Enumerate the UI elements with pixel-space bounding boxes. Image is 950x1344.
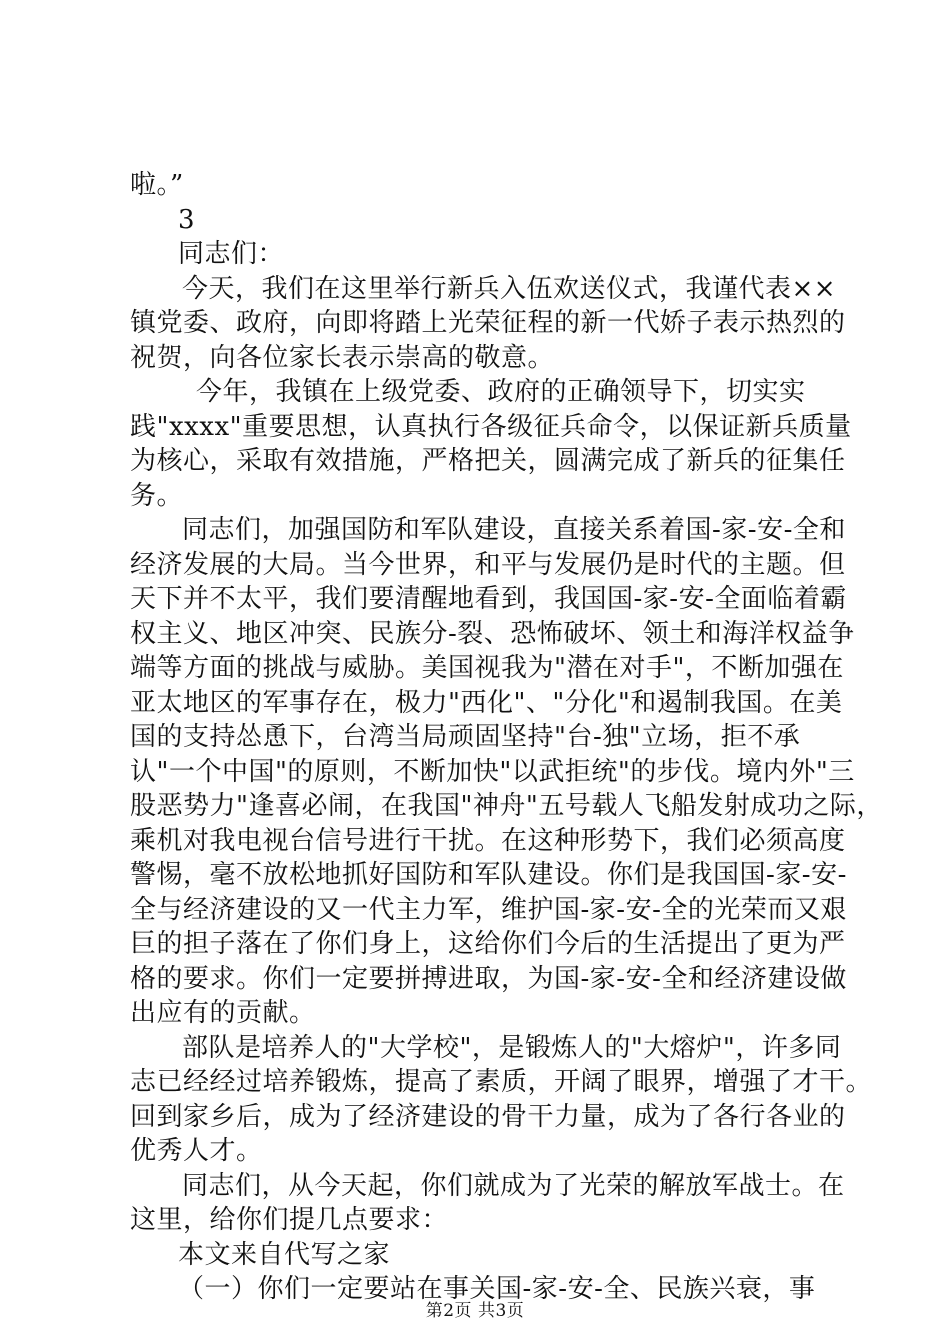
text-line: 务。	[130, 480, 184, 511]
text-line: 格的要求。你们一定要拼搏进取，为国-家-安-全和经济建设做	[130, 963, 847, 994]
text-line: 志已经经过培养锻炼，提高了素质，开阔了眼界，增强了才干。	[130, 1067, 873, 1097]
text-line: 镇党委、政府，向即将踏上光荣征程的新一代娇子表示热烈的	[130, 308, 846, 338]
text-line: 股恶势力"逢喜必闹，在我国"神舟"五号载人飞船发射成功之际，	[130, 791, 883, 821]
text-line: 亚太地区的军事存在，极力"西化"、"分化"和遏制我国。在美	[130, 687, 843, 718]
text-line: 警惕，毫不放松地抓好国防和军队建设。你们是我国国-家-安-	[130, 860, 847, 890]
text-line: 国的支持怂恿下，台湾当局顽固坚持"台-独"立场，拒不承	[130, 722, 801, 752]
text-line: 今年，我镇在上级党委、政府的正确领导下，切实实	[196, 377, 806, 407]
text-line: 权主义、地区冲突、民族分-裂、恐怖破坏、领土和海洋权益争	[130, 618, 855, 649]
text-line: 同志们，加强国防和军队建设，直接关系着国-家-安-全和	[182, 515, 846, 545]
text-line: 出应有的贡献。	[130, 998, 316, 1028]
text-line: 巨的担子落在了你们身上，这给你们今后的生活提出了更为严	[130, 929, 846, 959]
text-line: 践"xxxx"重要思想，认真执行各级征兵命令，以保证新兵质量	[130, 411, 852, 442]
page-footer: 第2页 共3页	[425, 1301, 525, 1321]
text-line: 同志们，从今天起，你们就成为了光荣的解放军战士。在	[182, 1170, 845, 1201]
salutation: 同志们：	[178, 239, 285, 269]
text-line: （一）你们一定要站在事关国-家-安-全、民族兴衰，事	[178, 1274, 816, 1304]
text-line: 祝贺，向各位家长表示崇高的敬意。	[130, 342, 555, 373]
document-body	[130, 168, 883, 1307]
text-line: 乘机对我电视台信号进行干扰。在这种形势下，我们必须高度	[130, 825, 846, 856]
text-line: 今天，我们在这里举行新兵入伍欢送仪式，我谨代表××	[182, 273, 837, 304]
section-number: 3	[178, 204, 196, 235]
text-line: 部队是培养人的"大学校"，是锻炼人的"大熔炉"，许多同	[182, 1032, 842, 1063]
text-line: 认"一个中国"的原则，不断加快"以武拒统"的步伐。境内外"三	[130, 756, 855, 787]
text-line: 端等方面的挑战与威胁。美国视我为"潜在对手"，不断加强在	[130, 653, 844, 683]
text-line: 优秀人才。	[130, 1136, 263, 1166]
text-line: 天下并不太平，我们要清醒地看到，我国国-家-安-全面临着霸	[130, 584, 847, 614]
text-line: 为核心，采取有效措施，严格把关，圆满完成了新兵的征集任	[130, 446, 846, 476]
text-line: 全与经济建设的又一代主力军，维护国-家-安-全的光荣而又艰	[130, 894, 847, 925]
text-line: 啦。”	[130, 170, 184, 200]
source-note: 本文来自代写之家	[178, 1239, 391, 1270]
text-line: 经济发展的大局。当今世界，和平与发展仍是时代的主题。但	[130, 549, 846, 580]
text-line: 回到家乡后，成为了经济建设的骨干力量，成为了各行各业的	[130, 1101, 846, 1132]
text-line: 这里，给你们提几点要求：	[130, 1205, 449, 1235]
